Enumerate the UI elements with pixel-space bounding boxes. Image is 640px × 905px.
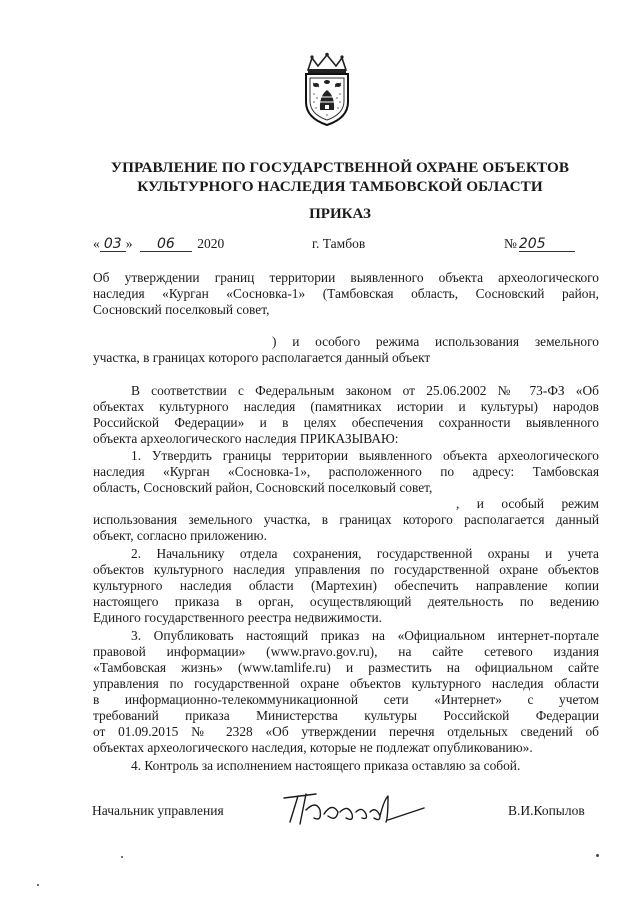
- handwritten-signature-icon: [276, 788, 426, 830]
- body-line: область, Сосновский район, Сосновский поселковый совет,: [93, 480, 433, 495]
- body-line: 4. Контроль за исполнением настоящего приказа оставляю за собой.: [131, 758, 521, 773]
- agency-name: [60, 158, 620, 196]
- order-year: 2020: [197, 236, 225, 251]
- tambov-region-coat-of-arms-icon: [296, 52, 358, 128]
- subject-line: Об утверждении границ территории выявленного объекта археологического: [93, 270, 599, 285]
- scan-artifact: [596, 854, 599, 857]
- body-line: культурного наследия области (Мартехин) обеспечить направление копии: [93, 578, 599, 593]
- subject-line: ) и особого режима использования земельного: [272, 334, 599, 349]
- quote-close: »: [125, 236, 133, 251]
- body-line: требований приказа Министерства культуры Российской Федерации: [93, 708, 599, 723]
- body-line: 1. Утвердить границы территории выявленного объекта археологического: [131, 448, 599, 463]
- body-line: объект, согласно приложению.: [93, 528, 267, 543]
- body-line: 3. Опубликовать настоящий приказ на «Официальном интернет-портале: [131, 628, 599, 643]
- order-day: 03: [100, 237, 126, 252]
- body-line: управления по государственной охране объектов культурного наследия области: [93, 676, 599, 691]
- scan-artifact: [121, 856, 123, 858]
- body-line: в информационно-телекоммуникационной сети «Интернет» с учетом: [93, 692, 599, 707]
- body-line: использования земельного участка, в границах которого располагается данный: [93, 512, 599, 527]
- subject-line: Сосновский поселковый совет,: [93, 302, 270, 317]
- body-line: объектах культурного наследия (памятниках истории и культуры) народов: [93, 399, 599, 414]
- body-line: 2. Начальнику отдела сохранения, государственной охраны и учета: [131, 546, 599, 561]
- subject-line: участка, в границах которого располагается данный объект: [93, 350, 431, 365]
- number-sign: №: [504, 236, 517, 251]
- signer-title: Начальник управления: [92, 803, 224, 818]
- body-line: объектов культурного наследия управления по государственной охране объектов: [93, 562, 599, 577]
- order-date: [93, 236, 224, 252]
- body-line: , и особый режим: [456, 496, 599, 511]
- subject-line: наследия «Курган «Сосновка-1» (Тамбовская область, Сосновский район,: [93, 286, 599, 301]
- body-line: наследия «Курган «Сосновка-1», расположенного по адресу: Тамбовская: [93, 464, 599, 479]
- body-line: Российской Федерации» и в целях обеспечения сохранности выявленного: [93, 415, 599, 430]
- agency-line-2: КУЛЬТУРНОГО НАСЛЕДИЯ ТАМБОВСКОЙ ОБЛАСТИ: [137, 178, 543, 195]
- document-type-title: ПРИКАЗ: [309, 206, 371, 222]
- body-line: «Тамбовская жизнь» (www.tamlife.ru) и разместить на официальном сайте: [93, 660, 599, 675]
- order-number: [504, 236, 575, 252]
- body-line: В соответствии с Федеральным законом от 25.06.2002 № 73-ФЗ «Об: [131, 383, 599, 398]
- quote-open: «: [93, 236, 100, 251]
- order-number-value: 205: [519, 237, 575, 252]
- body-line: объектах археологического наследия, которые не подлежат опубликованию».: [93, 740, 533, 755]
- body-line: Единого государственного реестра недвижимости.: [93, 610, 383, 625]
- body-line: от 01.09.2015 № 2328 «Об утверждении перечня отдельных сведений об: [93, 724, 599, 739]
- agency-line-1: УПРАВЛЕНИЕ ПО ГОСУДАРСТВЕННОЙ ОХРАНЕ ОБЪЕКТОВ: [110, 159, 570, 176]
- body-line: настоящего приказа в орган, осуществляющий деятельность по ведению: [93, 594, 599, 609]
- order-month: 06: [140, 237, 192, 252]
- signer-name: В.И.Копылов: [508, 803, 585, 818]
- body-line: объекта археологического наследия ПРИКАЗЫВАЮ:: [93, 431, 399, 446]
- order-city: г. Тамбов: [312, 236, 366, 251]
- body-line: правовой информации» (www.pravo.gov.ru), на сайте сетевого издания: [93, 644, 599, 659]
- scan-artifact: [37, 884, 39, 886]
